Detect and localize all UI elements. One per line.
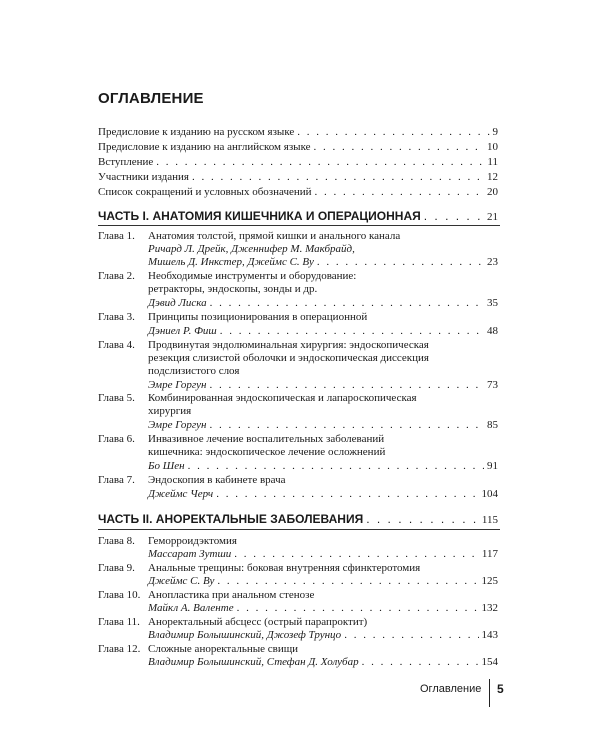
dot-leader <box>217 574 478 588</box>
entry-page: 12 <box>487 171 498 183</box>
chapter-4-title[interactable]: Продвинутая эндолюминальная хирургия: эндоскопическая <box>148 339 429 351</box>
chapter-8-title[interactable]: Геморроидэктомия <box>148 535 237 547</box>
dot-leader <box>366 512 479 526</box>
dot-leader <box>210 418 484 432</box>
chapter-6-authors: Бо Шен <box>148 460 185 472</box>
chapter-11-title[interactable]: Аноректальный абсцесс (острый парапроктит) <box>148 616 368 628</box>
dot-leader <box>156 155 484 169</box>
chapter-4-authors: Эмре Горгун <box>148 379 207 391</box>
chapter-8-label: Глава 8. <box>98 535 135 547</box>
toc-entry-contributors[interactable] <box>98 170 498 184</box>
chapter-4-authors-row <box>148 378 498 392</box>
running-footer-label: Оглавление <box>420 683 482 695</box>
chapter-10-authors-row <box>148 601 498 615</box>
part-title: ЧАСТЬ II. АНОРЕКТАЛЬНЫЕ ЗАБОЛЕВАНИЯ <box>98 512 364 526</box>
chapter-11-page: 143 <box>481 629 498 641</box>
chapter-2-page: 35 <box>487 297 498 309</box>
chapter-9-label: Глава 9. <box>98 562 135 574</box>
chapter-12-label: Глава 12. <box>98 643 141 655</box>
chapter-1-page: 23 <box>487 256 498 268</box>
chapter-2-authors-row <box>148 296 498 310</box>
chapter-2-label: Глава 2. <box>98 270 135 282</box>
chapter-11-label: Глава 11. <box>98 616 140 628</box>
chapter-6-page: 91 <box>487 460 498 472</box>
chapter-12-authors-row <box>148 655 498 669</box>
chapter-10-label: Глава 10. <box>98 589 141 601</box>
chapter-5-label: Глава 5. <box>98 392 135 404</box>
part-divider <box>98 225 500 226</box>
chapter-3-authors: Дэниел Р. Фиш <box>148 325 217 337</box>
part-page: 115 <box>481 514 498 526</box>
chapter-10-page: 132 <box>481 602 498 614</box>
toc-entry-abbreviations[interactable] <box>98 185 498 199</box>
chapter-2-authors: Дэвид Лиска <box>148 297 207 309</box>
chapter-6-authors-row <box>148 459 498 473</box>
dot-leader <box>220 324 484 338</box>
page-title: ОГЛАВЛЕНИЕ <box>98 90 204 107</box>
chapter-10-authors: Майкл А. Валенте <box>148 602 234 614</box>
chapter-1-title[interactable]: Анатомия толстой, прямой кишки и анального канала <box>148 230 401 242</box>
chapter-11-authors-row <box>148 628 498 642</box>
chapter-9-title[interactable]: Анальные трещины: боковая внутренняя сфинктеротомия <box>148 562 421 574</box>
dot-leader <box>314 140 484 154</box>
chapter-3-authors-row <box>148 324 498 338</box>
chapter-6-title-cont[interactable]: кишечника: эндоскопическое лечение осложнений <box>148 446 386 458</box>
chapter-3-page: 48 <box>487 325 498 337</box>
chapter-1-authors-row <box>148 255 498 269</box>
chapter-9-authors: Джеймс С. Ву <box>148 575 215 587</box>
chapter-2-title-cont[interactable]: ретракторы, эндоскопы, зонды и др. <box>148 283 318 295</box>
chapter-5-authors-row <box>148 418 498 432</box>
chapter-3-title[interactable]: Принципы позиционирования в операционной <box>148 311 368 323</box>
chapter-1-authors-cont: Мишель Д. Инкстер, Джеймс С. Ву <box>148 256 314 268</box>
chapter-10-title[interactable]: Анопластика при анальном стенозе <box>148 589 315 601</box>
dot-leader <box>315 185 484 199</box>
page-number: 5 <box>497 682 504 696</box>
toc-part-1[interactable] <box>98 209 498 224</box>
chapter-12-page: 154 <box>481 656 498 668</box>
chapter-4-page: 73 <box>487 379 498 391</box>
dot-leader <box>188 459 484 473</box>
chapter-8-authors-row <box>148 547 498 561</box>
part-title: ЧАСТЬ I. АНАТОМИЯ КИШЕЧНИКА И ОПЕРАЦИОННАЯ <box>98 209 421 223</box>
entry-title: Список сокращений и условных обозначений <box>98 186 312 198</box>
chapter-5-title-cont[interactable]: хирургия <box>148 405 192 417</box>
chapter-4-title-cont[interactable]: резекция слизистой оболочки и эндоскопическая диссекция <box>148 352 429 364</box>
chapter-12-title[interactable]: Сложные аноректальные свищи <box>148 643 299 655</box>
part-divider <box>98 529 500 530</box>
chapter-7-label: Глава 7. <box>98 474 135 486</box>
toc-part-2[interactable] <box>98 512 498 527</box>
dot-leader <box>192 170 484 184</box>
dot-leader <box>424 209 484 223</box>
entry-title: Предисловие к изданию на русском языке <box>98 126 295 138</box>
chapter-6-title[interactable]: Инвазивное лечение воспалительных заболеваний <box>148 433 385 445</box>
chapter-1-authors: Ричард Л. Дрейк, Дженнифер М. Макбрайд, <box>148 243 355 255</box>
entry-title: Вступление <box>98 156 154 168</box>
chapter-9-authors-row <box>148 574 498 588</box>
chapter-7-authors-row <box>148 487 498 501</box>
chapter-11-authors: Владимир Болышинский, Джозеф Трунцо <box>148 629 342 641</box>
chapter-7-page: 104 <box>481 488 498 500</box>
footer-divider <box>489 679 490 707</box>
dot-leader <box>210 296 484 310</box>
dot-leader <box>344 628 478 642</box>
entry-page: 11 <box>487 156 498 168</box>
chapter-2-title[interactable]: Необходимые инструменты и оборудование: <box>148 270 357 282</box>
chapter-8-page: 117 <box>481 548 498 560</box>
chapter-6-label: Глава 6. <box>98 433 135 445</box>
dot-leader <box>237 601 479 615</box>
chapter-9-page: 125 <box>481 575 498 587</box>
toc-entry-preface-ru[interactable] <box>98 125 498 139</box>
dot-leader <box>210 378 484 392</box>
entry-page: 10 <box>487 141 498 153</box>
entry-page: 9 <box>492 126 498 138</box>
entry-title: Участники издания <box>98 171 189 183</box>
dot-leader <box>362 655 479 669</box>
entry-title: Предисловие к изданию на английском языке <box>98 141 311 153</box>
dot-leader <box>234 547 479 561</box>
chapter-1-label: Глава 1. <box>98 230 135 242</box>
toc-entry-preface-en[interactable] <box>98 140 498 154</box>
chapter-7-title[interactable]: Эндоскопия в кабинете врача <box>148 474 286 486</box>
dot-leader <box>317 255 484 269</box>
chapter-12-authors: Владимир Болышинский, Стефан Д. Холубар <box>148 656 359 668</box>
chapter-8-authors: Массарат Зутши <box>148 548 232 560</box>
entry-page: 20 <box>487 186 498 198</box>
chapter-4-title-cont2[interactable]: подслизистого слоя <box>148 365 240 377</box>
chapter-5-title[interactable]: Комбинированная эндоскопическая и лапароскопическая <box>148 392 417 404</box>
dot-leader <box>216 487 478 501</box>
chapter-5-authors: Эмре Горгун <box>148 419 207 431</box>
chapter-7-authors: Джеймс Черч <box>148 488 214 500</box>
chapter-4-label: Глава 4. <box>98 339 135 351</box>
dot-leader <box>297 125 489 139</box>
toc-entry-introduction[interactable] <box>98 155 498 169</box>
part-page: 21 <box>487 211 498 223</box>
chapter-5-page: 85 <box>487 419 498 431</box>
chapter-3-label: Глава 3. <box>98 311 135 323</box>
